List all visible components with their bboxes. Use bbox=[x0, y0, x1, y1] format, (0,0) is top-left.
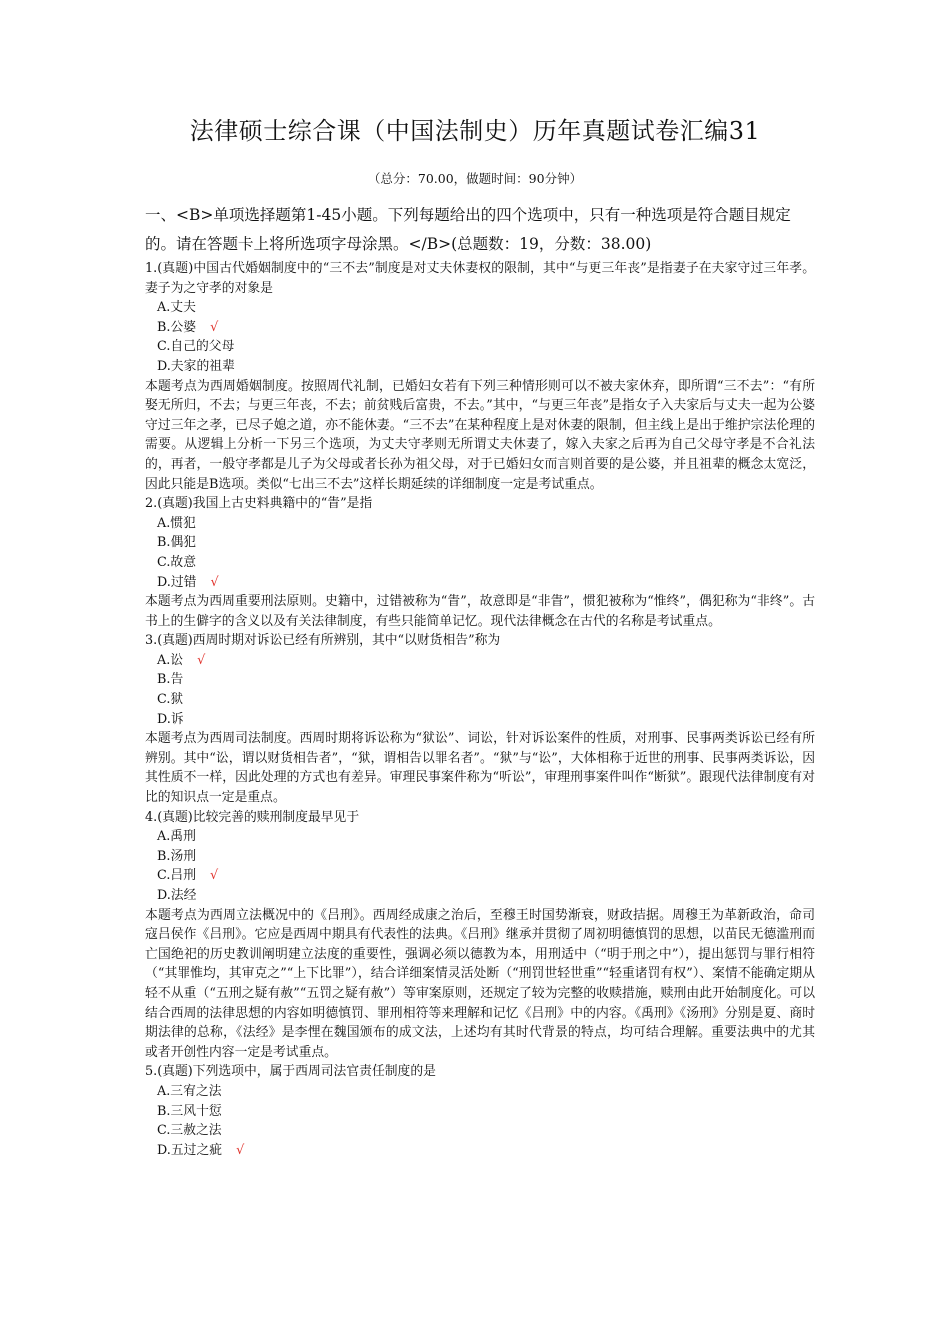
answer-option bbox=[145, 553, 815, 573]
correct-check-icon: √ bbox=[210, 319, 219, 335]
option-label: B.三风十愆 bbox=[157, 1103, 222, 1119]
answer-option bbox=[145, 298, 815, 318]
answer-option bbox=[145, 886, 815, 906]
option-label: B.公婆 bbox=[157, 319, 197, 335]
answer-option bbox=[145, 651, 815, 671]
document-title: 法律硕士综合课（中国法制史）历年真题试卷汇编31 bbox=[189, 117, 761, 145]
answer-explanation: 本题考点为西周婚姻制度。按照周代礼制，已婚妇女若有下列三种情形则可以不被夫家休弃，即所谓“三不去”：“有所娶无所归，不去；与更三年丧，不去；前贫贱后富贵，不去。”其中，“与更三年丧”是指女子入夫家后与丈夫一起为公婆守过三年之孝，已尽子媳之道，亦不能休妻。“三不去”在某种程度上是对休妻的限制，但主线上是出于维护宗法伦理的需要。从逻辑上分析一下另三个选项，为丈夫守孝则无所谓丈夫休妻了，嫁入夫家之后再为自己父母守孝是不合礼法的，再者，一般守孝都是儿子为父母或者长孙为祖父母，对于已婚妇女而言则首要的是公婆，并且祖辈的概念太宽泛，因此只能是B选项。类似“七出三不去”这样长期延续的详细制度一定是考试重点。 bbox=[145, 378, 815, 492]
option-label: B.汤刑 bbox=[157, 848, 197, 864]
answer-option bbox=[145, 1082, 815, 1102]
question-stem: 3.(真题)西周时期对诉讼已经有所辨别，其中“以财货相告”称为 bbox=[145, 633, 501, 649]
score-time-info: （总分：70.00，做题时间：90分钟） bbox=[367, 171, 583, 186]
option-label: D.法经 bbox=[157, 888, 197, 903]
option-label: B.告 bbox=[157, 672, 184, 688]
correct-check-icon: √ bbox=[197, 652, 206, 668]
option-label: C.狱 bbox=[157, 692, 184, 708]
correct-check-icon: √ bbox=[236, 1142, 245, 1158]
answer-option bbox=[145, 533, 815, 553]
option-label: D.夫家的祖辈 bbox=[157, 358, 235, 374]
answer-option bbox=[145, 827, 815, 847]
answer-explanation: 本题考点为西周司法制度。西周时期将诉讼称为“狱讼”、词讼，针对诉讼案件的性质，对刑事、民事两类诉讼已经有所辨别。其中“讼，谓以财货相告者”，“狱，谓相告以罪名者”。“狱”与“讼”，大体相称于近世的刑事、民事两类诉讼，因其性质不一样，因此处理的方式也有差异。审理民事案件称为“听讼”，审理刑事案件叫作“断狱”。跟现代法律制度有对比的知识点一定是重点。 bbox=[145, 731, 815, 806]
answer-explanation: 本题考点为西周重要刑法原则。史籍中，过错被称为“眚”，故意即是“非眚”，惯犯被称为“惟终”，偶犯称为“非终”。古书上的生僻字的含义以及有关法律制度，有些只能简单记忆。现代法律概念在古代的名称是考试重点。 bbox=[145, 594, 815, 629]
correct-check-icon: √ bbox=[210, 868, 219, 884]
correct-check-icon: √ bbox=[210, 574, 219, 590]
option-label: C.吕刑 bbox=[157, 868, 196, 884]
section-header: 一、<B>单项选择题第1-45小题。下列每题给出的四个选项中，只有一种选项是符合题目规定的。请在答题卡上将所选项字母涂黑。</B>(总题数：19，分数：38.00) bbox=[145, 206, 791, 253]
option-label: C.故意 bbox=[157, 554, 196, 570]
question-stem: 2.(真题)我国上古史料典籍中的“眚”是指 bbox=[145, 496, 373, 512]
answer-option bbox=[145, 670, 815, 690]
answer-option bbox=[145, 690, 815, 710]
answer-option bbox=[145, 1121, 815, 1141]
option-label: A.三宥之法 bbox=[157, 1083, 222, 1099]
answer-option bbox=[145, 866, 815, 886]
option-label: B.偶犯 bbox=[157, 535, 197, 551]
answer-option bbox=[145, 1141, 815, 1161]
option-label: A.禹刑 bbox=[157, 829, 196, 845]
answer-option bbox=[145, 318, 815, 338]
option-label: D.过错 bbox=[157, 574, 197, 590]
option-label: D.五过之疵 bbox=[157, 1142, 223, 1158]
option-label: A.惯犯 bbox=[157, 515, 196, 531]
option-label: A.丈夫 bbox=[157, 300, 196, 316]
question-stem: 1.(真题)中国古代婚姻制度中的“三不去”制度是对丈夫休妻权的限制，其中“与更三年丧”是指妻子在夫家守过三年孝。妻子为之守孝的对象是 bbox=[145, 261, 815, 296]
answer-option bbox=[145, 847, 815, 867]
option-label: D.诉 bbox=[157, 711, 184, 727]
answer-option bbox=[145, 573, 815, 593]
option-label: C.自己的父母 bbox=[157, 339, 235, 355]
answer-option bbox=[145, 710, 815, 730]
answer-option bbox=[145, 337, 815, 357]
answer-option bbox=[145, 514, 815, 534]
question-stem: 4.(真题)比较完善的赎刑制度最早见于 bbox=[145, 809, 360, 825]
question-stem: 5.(真题)下列选项中，属于西周司法官责任制度的是 bbox=[145, 1064, 436, 1080]
answer-option bbox=[145, 357, 815, 377]
question-list bbox=[145, 259, 815, 1160]
answer-explanation: 本题考点为西周立法概况中的《吕刑》。西周经成康之治后，至穆王时国势渐衰，财政拮据。周穆王为革新政治，命司寇吕侯作《吕刑》。它应是西周中期具有代表性的法典。《吕刑》继承并贯彻了周初明德慎罚的思想，以苗民无德滥刑而亡国绝祀的历史教训阐明建立法度的重要性，强调必须以德教为本，用刑适中（“明于刑之中”），提出惩罚与罪行相符（“其罪惟均，其审克之”“上下比罪”），结合详细案情灵活处断（“刑罚世轻世重”“轻重诸罚有权”）、案情不能确定期从轻不从重（“五刑之疑有赦”“五罚之疑有赦”）等审案原则，还规定了较为完整的收赎措施，赎刑由此开始制度化。可以结合西周的法律思想的内容如明德慎罚、罪刑相符等来理解和记忆《吕刑》中的内容。《禹刑》《汤刑》分别是夏、商时期法律的总称，《法经》是李悝在魏国颁布的成文法，上述均有其时代背景的特点，均可结合理解。重要法典中的尤其或者开创性内容一定是考试重点。 bbox=[145, 907, 815, 1060]
answer-option bbox=[145, 1102, 815, 1122]
option-label: A.讼 bbox=[157, 652, 184, 668]
option-label: C.三赦之法 bbox=[157, 1123, 222, 1139]
